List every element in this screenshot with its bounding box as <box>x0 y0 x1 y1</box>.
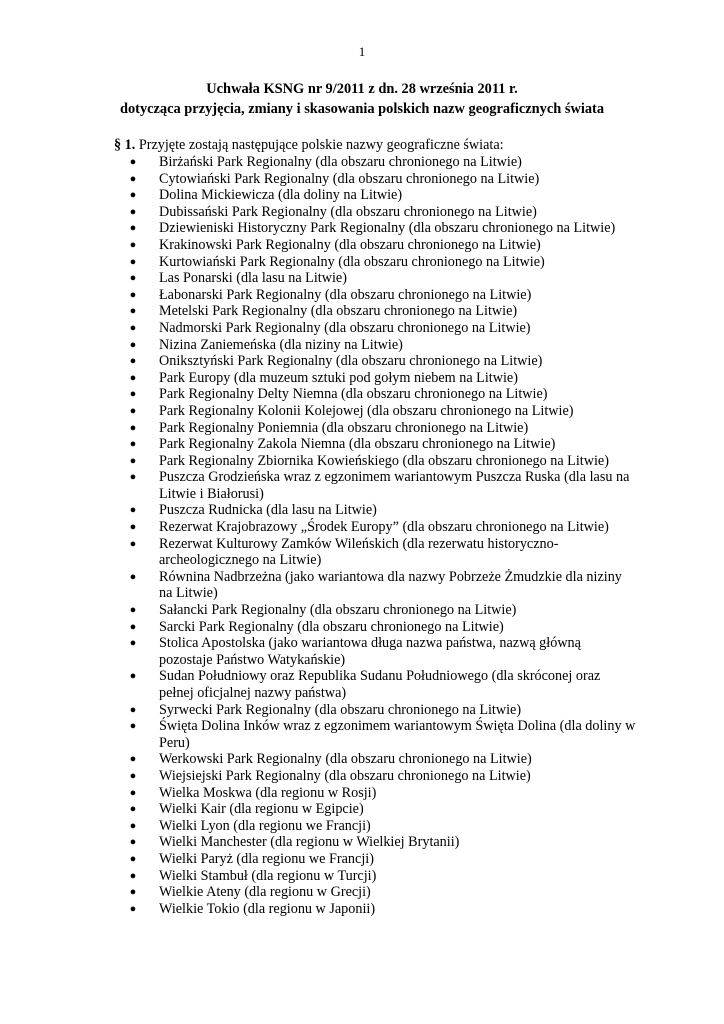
list-item-text: Wielki Kair (dla regionu w Egipcie) <box>159 801 364 818</box>
list-item-text: Rezerwat Krajobrazowy „Środek Europy” (dla obszaru chronionego na Litwie) <box>159 519 609 536</box>
bullet-icon: ● <box>129 371 137 384</box>
list-item <box>0 901 724 918</box>
bullet-icon: ● <box>129 803 137 816</box>
list-item <box>0 635 724 668</box>
list-item-text: Nadmorski Park Regionalny (dla obszaru chronionego na Litwie) <box>159 319 531 336</box>
section-label: § 1. <box>114 137 136 153</box>
bullet-icon: ● <box>129 305 137 318</box>
bullet-icon: ● <box>129 836 137 849</box>
list-item-text: Wielka Moskwa (dla regionu w Rosji) <box>159 784 377 801</box>
bullet-icon: ● <box>129 819 137 832</box>
bullet-icon: ● <box>129 604 137 617</box>
geographic-names-list <box>0 154 724 917</box>
list-item <box>0 370 724 387</box>
list-item <box>0 154 724 171</box>
bullet-icon: ● <box>129 786 137 799</box>
list-item <box>0 287 724 304</box>
list-item <box>0 801 724 818</box>
list-item-text: Rezerwat Kulturowy Zamków Wileńskich (dla rezerwatu historyczno-archeologicznego na Litwie) <box>159 535 559 569</box>
list-item <box>0 834 724 851</box>
bullet-icon: ● <box>129 355 137 368</box>
list-item-text: Sałancki Park Regionalny (dla obszaru chronionego na Litwie) <box>159 602 517 619</box>
list-item <box>0 353 724 370</box>
list-item-text: Werkowski Park Regionalny (dla obszaru chronionego na Litwie) <box>159 751 532 768</box>
bullet-icon: ● <box>129 388 137 401</box>
list-item-text: Wielkie Tokio (dla regionu w Japonii) <box>159 900 376 917</box>
bullet-icon: ● <box>129 720 137 733</box>
list-item-text: Cytowiański Park Regionalny (dla obszaru chronionego na Litwie) <box>159 170 540 187</box>
list-item-text: Sudan Południowy oraz Republika Sudanu Południowego (dla skróconej oraz pełnej oficjalnej nazwy państwa) <box>159 668 601 701</box>
list-item <box>0 884 724 901</box>
bullet-icon: ● <box>129 852 137 865</box>
list-item <box>0 187 724 204</box>
bullet-icon: ● <box>129 156 137 168</box>
bullet-icon: ● <box>129 670 137 683</box>
list-item <box>0 171 724 188</box>
list-item-text: Równina Nadbrzeżna (jako wariantowa dla nazwy Pobrzeże Żmudzkie dla niziny na Litwie) <box>159 568 622 602</box>
bullet-icon: ● <box>129 338 137 351</box>
bullet-icon: ● <box>129 321 137 334</box>
bullet-icon: ● <box>129 637 137 650</box>
list-item <box>0 569 724 602</box>
list-item-text: Park Regionalny Delty Niemna (dla obszaru chronionego na Litwie) <box>159 386 548 403</box>
bullet-icon: ● <box>129 869 137 882</box>
list-item-text: Syrwecki Park Regionalny (dla obszaru chronionego na Litwie) <box>159 701 522 718</box>
list-item <box>0 718 724 751</box>
list-item <box>0 851 724 868</box>
list-item <box>0 818 724 835</box>
list-item-text: Puszcza Grodzieńska wraz z egzonimem wariantowym Puszcza Ruska (dla lasu na Litwie i Białorusi) <box>159 469 630 502</box>
bullet-icon: ● <box>129 902 137 915</box>
list-item <box>0 403 724 420</box>
bullet-icon: ● <box>129 886 137 899</box>
bullet-icon: ● <box>129 504 137 517</box>
list-item-text: Nizina Zaniemeńska (dla niziny na Litwie) <box>159 336 403 353</box>
bullet-icon: ● <box>129 288 137 301</box>
list-item-text: Oniksztyński Park Regionalny (dla obszaru chronionego na Litwie) <box>159 353 543 370</box>
list-item-text: Łabonarski Park Regionalny (dla obszaru chronionego na Litwie) <box>159 286 532 303</box>
list-item-text: Wielki Stambuł (dla regionu w Turcji) <box>159 867 377 884</box>
bullet-icon: ● <box>129 205 137 218</box>
list-item-text: Wiejsiejski Park Regionalny (dla obszaru chronionego na Litwie) <box>159 767 531 784</box>
list-item <box>0 785 724 802</box>
list-item-text: Sarcki Park Regionalny (dla obszaru chronionego na Litwie) <box>159 618 504 635</box>
bullet-icon: ● <box>129 238 137 251</box>
list-item <box>0 337 724 354</box>
bullet-icon: ● <box>129 438 137 451</box>
list-item <box>0 469 724 502</box>
bullet-icon: ● <box>129 570 137 583</box>
list-item-text: Wielki Lyon (dla regionu we Francji) <box>159 817 371 834</box>
list-item <box>0 619 724 636</box>
list-item <box>0 751 724 768</box>
bullet-icon: ● <box>129 189 137 202</box>
list-item-text: Park Regionalny Poniemnia (dla obszaru chronionego na Litwie) <box>159 419 529 436</box>
section-intro <box>114 137 634 154</box>
list-item <box>0 768 724 785</box>
list-item <box>0 436 724 453</box>
list-item <box>0 320 724 337</box>
bullet-icon: ● <box>129 521 137 534</box>
list-item <box>0 453 724 470</box>
bullet-icon: ● <box>129 454 137 467</box>
bullet-icon: ● <box>129 272 137 285</box>
list-item-text: Birżański Park Regionalny (dla obszaru chronionego na Litwie) <box>159 154 522 170</box>
bullet-icon: ● <box>129 620 137 633</box>
list-item <box>0 519 724 536</box>
list-item <box>0 668 724 701</box>
bullet-icon: ● <box>129 421 137 434</box>
list-item-text: Metelski Park Regionalny (dla obszaru chronionego na Litwie) <box>159 303 518 320</box>
list-item <box>0 237 724 254</box>
list-item-text: Dolina Mickiewicza (dla doliny na Litwie) <box>159 187 403 204</box>
bullet-icon: ● <box>129 537 137 550</box>
list-item <box>0 204 724 221</box>
bullet-icon: ● <box>129 753 137 766</box>
bullet-icon: ● <box>129 703 137 716</box>
list-item <box>0 254 724 271</box>
bullet-icon: ● <box>129 769 137 782</box>
bullet-icon: ● <box>129 471 137 484</box>
page-number: 1 <box>358 44 366 59</box>
list-item-text: Park Regionalny Kolonii Kolejowej (dla obszaru chronionego na Litwie) <box>159 402 574 419</box>
section-text: Przyjęte zostają następujące polskie nazwy geograficzne świata: <box>138 137 504 153</box>
list-item-text: Wielki Paryż (dla regionu we Francji) <box>159 850 374 867</box>
list-item-text: Wielkie Ateny (dla regionu w Grecji) <box>159 884 371 901</box>
list-item-text: Park Regionalny Zakola Niemna (dla obszaru chronionego na Litwie) <box>159 436 556 453</box>
list-item-text: Kurtowiański Park Regionalny (dla obszaru chronionego na Litwie) <box>159 253 545 270</box>
list-item <box>0 420 724 437</box>
list-item <box>0 502 724 519</box>
list-item <box>0 602 724 619</box>
list-item-text: Dziewieniski Historyczny Park Regionalny (dla obszaru chronionego na Litwie) <box>159 220 616 237</box>
list-item <box>0 270 724 287</box>
list-item <box>0 303 724 320</box>
list-item-text: Dubissański Park Regionalny (dla obszaru chronionego na Litwie) <box>159 203 537 220</box>
bullet-icon: ● <box>129 404 137 417</box>
bullet-icon: ● <box>129 255 137 268</box>
bullet-icon: ● <box>129 222 137 235</box>
list-item-text: Las Ponarski (dla lasu na Litwie) <box>159 270 347 287</box>
list-item <box>0 702 724 719</box>
resolution-subtitle: dotycząca przyjęcia, zmiany i skasowania polskich nazw geograficznych świata <box>119 101 605 117</box>
list-item-text: Święta Dolina Inków wraz z egzonimem wariantowym Święta Dolina (dla doliny w Peru) <box>159 718 636 751</box>
list-item-text: Park Europy (dla muzeum sztuki pod gołym niebem na Litwie) <box>159 369 518 386</box>
list-item <box>0 386 724 403</box>
list-item <box>0 220 724 237</box>
resolution-title: Uchwała KSNG nr 9/2011 z dn. 28 września 2011 r. <box>206 81 518 97</box>
list-item-text: Puszcza Rudnicka (dla lasu na Litwie) <box>159 502 377 519</box>
list-item <box>0 868 724 885</box>
list-item-text: Stolica Apostolska (jako wariantowa długa nazwa państwa, nazwą główną pozostaje Państwo Watykańskie) <box>159 635 581 668</box>
list-item-text: Wielki Manchester (dla regionu w Wielkiej Brytanii) <box>159 834 460 851</box>
list-item <box>0 536 724 569</box>
bullet-icon: ● <box>129 172 137 185</box>
list-item-text: Park Regionalny Zbiornika Kowieńskiego (dla obszaru chronionego na Litwie) <box>159 452 609 469</box>
list-item-text: Krakinowski Park Regionalny (dla obszaru chronionego na Litwie) <box>159 236 541 253</box>
